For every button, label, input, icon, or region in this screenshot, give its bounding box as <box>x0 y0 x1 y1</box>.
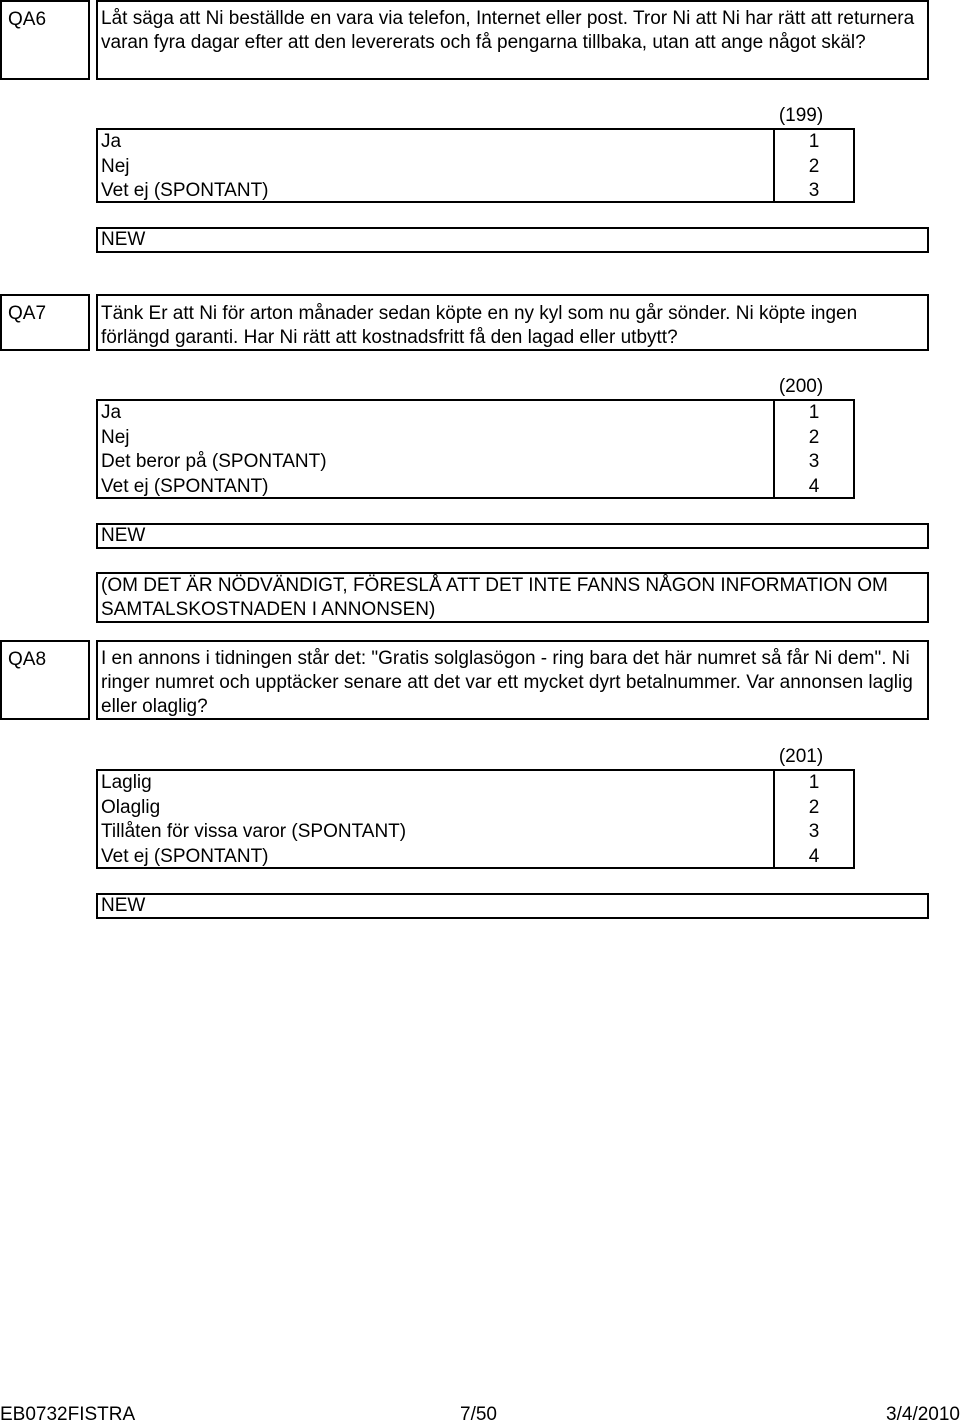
answer-option[interactable]: Vet ej (SPONTANT) <box>101 180 269 201</box>
answer-list-qa6 <box>96 128 775 203</box>
answer-codes-qa8 <box>775 769 855 869</box>
answer-option[interactable]: Tillåten för vissa varor (SPONTANT) <box>101 821 407 842</box>
answer-code: 2 <box>808 796 820 818</box>
answer-code: 4 <box>808 845 820 867</box>
interviewer-note: (OM DET ÄR NÖDVÄNDIGT, FÖRESLÅ ATT DET INTE FANNS NÅGON INFORMATION OM SAMTALSKOSTNADEN I ANNONSEN) <box>96 572 929 623</box>
answer-codes-qa7 <box>775 399 855 499</box>
answer-code: 1 <box>808 772 820 793</box>
footer-document-code: EB0732FISTRA <box>0 1404 136 1425</box>
question-text-qa7: Tänk Er att Ni för arton månader sedan köpte en ny kyl som nu går sönder. Ni köpte ingen förlängd garanti. Har Ni rätt att kostnadsfritt få den lagad eller utbytt? <box>96 294 929 351</box>
new-tag-qa6: NEW <box>96 227 929 253</box>
question-id-qa6 <box>0 0 90 80</box>
answer-code: 4 <box>808 475 820 497</box>
variable-number-qa6: (199) <box>778 105 824 126</box>
answer-option[interactable]: Nej <box>101 426 130 448</box>
answer-list-qa7 <box>96 399 775 499</box>
question-id-label: QA8 <box>8 649 47 670</box>
answer-option[interactable]: Nej <box>101 155 130 177</box>
answer-code: 1 <box>808 131 820 152</box>
answer-code: 2 <box>808 426 820 448</box>
answer-option[interactable]: Vet ej (SPONTANT) <box>101 475 269 497</box>
new-tag-qa7: NEW <box>96 523 929 549</box>
footer-date: 3/4/2010 <box>886 1404 960 1425</box>
variable-number-qa8: (201) <box>778 746 824 767</box>
question-id-label: QA7 <box>8 303 47 324</box>
variable-number-qa7: (200) <box>778 376 824 397</box>
question-id-label: QA6 <box>8 9 47 30</box>
answer-code: 3 <box>808 451 820 472</box>
answer-option[interactable]: Olaglig <box>101 796 161 818</box>
answer-code: 2 <box>808 155 820 177</box>
answer-code: 3 <box>808 180 820 201</box>
question-text-qa8: I en annons i tidningen står det: "Gratis solglasögon - ring bara det här numret så får Ni dem". Ni ringer numret och upptäcker senare att det var ett mycket dyrt betalnummer. Var annonsen laglig eller olaglig? <box>96 640 929 720</box>
new-tag-qa8: NEW <box>96 893 929 919</box>
answer-option[interactable]: Laglig <box>101 772 152 793</box>
question-text-qa6: Låt säga att Ni beställde en vara via telefon, Internet eller post. Tror Ni att Ni har rätt att returnera varan fyra dagar efter att den levererats och få pengarna tillbaka, utan att ange något skäl? <box>96 0 929 80</box>
footer-page-number: 7/50 <box>460 1404 497 1425</box>
answer-code: 1 <box>808 402 820 423</box>
question-id-qa8 <box>0 640 90 720</box>
answer-option[interactable]: Det beror på (SPONTANT) <box>101 451 327 472</box>
question-id-qa7 <box>0 294 90 351</box>
answer-code: 3 <box>808 821 820 842</box>
answer-option[interactable]: Ja <box>101 402 122 423</box>
answer-list-qa8 <box>96 769 775 869</box>
answer-codes-qa6 <box>775 128 855 203</box>
answer-option[interactable]: Vet ej (SPONTANT) <box>101 845 269 867</box>
answer-option[interactable]: Ja <box>101 131 122 152</box>
